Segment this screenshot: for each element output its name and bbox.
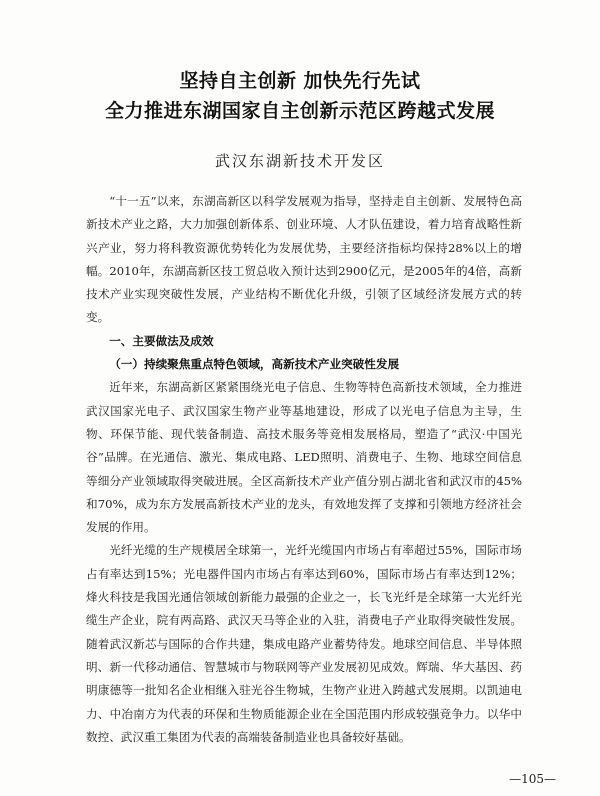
title-line-1: 坚持自主创新 加快先行先试 xyxy=(179,70,421,92)
intro-paragraph: “十一五”以来，东湖高新区以科学发展观为指导，坚持走自主创新、发展特色高新技术产业之路，大力加强创新体系、创业环境、人才队伍建设，着力培育战略性新兴产业，努力将科教资源优势转化为发展优势，主要经济指标均保持28%以上的增幅。2010年，东湖高新区技工贸总收入预计达到2900亿元，是2005年的4倍，高新技术产业实现突破性发展，产业结构不断优化升级，引领了区域经济发展方式的转变。 xyxy=(86,194,522,325)
author-line: 武汉东湖新技术开发区 xyxy=(214,152,385,170)
subsection-heading: （一）持续聚焦重点特色领域，高新技术产业突破性发展 xyxy=(109,357,400,372)
body-paragraph-3: 光纤光缆的生产规模居全球第一，光纤光缆国内市场占有率超过55%，国际市场占有率达到15%；光电器件国内市场占有率达到60%，国际市场占有率达到12%；烽火科技是我国光通信领域创新能力最强的企业之一，长飞光纤是全球第一大光纤光缆生产企业，院有两高路、武汉天马等企业的入驻，消费电子产业取得突破性发展。随着武汉新芯与国际的合作共建，集成电路产业蓄势待发。地球空间信息、半导体照明、新一代移动通信、智慧城市与物联网等产业发展初见成效。辉瑞、华大基因、药明康德等一批知名企业相继入驻光谷生物城，生物产业进入跨越式发展期。以凯迪电力、中冶南方为代表的环保和生物质能源企业在全国范围内形成较强竞争力。以华中数控、武汉重工集团为代表的高端装备制造业也具备较好基础。 xyxy=(86,543,522,744)
title-line-2: 全力推进东湖国家自主创新示范区跨越式发展 xyxy=(104,100,495,122)
page-number: —105— xyxy=(509,772,556,786)
body-text xyxy=(86,190,522,749)
body-paragraph-2: 近年来，东湖高新区紧紧围绕光电子信息、生物等特色高新技术领域，全力推进武汉国家光电子、武汉国家生物产业等基地建设，形成了以光电子信息为主导，生物、环保节能、现代装备制造、高技术服务等竞相发展格局，塑造了“武汉·中国光谷”品牌。在光通信、激光、集成电路、LED照明、消费电子、生物、地球空间信息等细分产业领域取得突破进展。全区高新技术产业产值分别占湖北省和武汉市的45%和70%，成为东方发展高新技术产业的龙头，有效地发挥了支撑和引领地方经济社会发展的作用。 xyxy=(86,380,522,535)
section-heading: 一、主要做法及成效 xyxy=(109,333,214,348)
